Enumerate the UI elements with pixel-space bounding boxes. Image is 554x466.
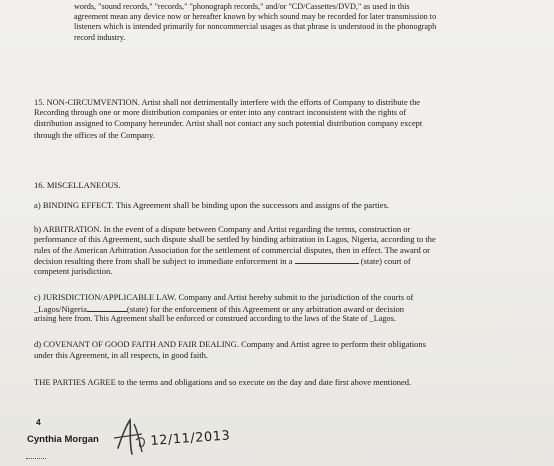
top-paragraph-line-4: record industry. xyxy=(74,33,126,42)
section-15-line-3: distribution assigned to Company hereunder. Artist shall not contact any such potential distribution company except xyxy=(34,119,423,128)
top-paragraph-line-1: words, "sound records," "records," "phonograph records," and/or "CD/Cassettes/DVD," as used in this xyxy=(74,2,410,11)
page-number: 4 xyxy=(36,417,41,427)
arbitration-line-4-text: decision resulting there from shall be subject to immediate enforcement in a xyxy=(34,256,293,266)
jurisdiction-state-name: _Lagos. xyxy=(369,314,396,323)
signature-date: 12/11/2013 xyxy=(150,428,231,449)
section-15-line-1-text: Artist shall not detrimentally interfere with the efforts of Company to distribute the xyxy=(141,98,420,107)
section-15-line-1 xyxy=(34,98,420,108)
section-15-line-2: Recording through one or more distribution companies or enter into any contract inconsistent with the rights of xyxy=(34,108,407,117)
section-15-line-4: through the offices of the Company. xyxy=(34,131,155,140)
parties-agree-statement: THE PARTIES AGREE to the terms and obligations and so execute on the day and date first above mentioned. xyxy=(34,377,412,387)
binding-effect-clause: a) BINDING EFFECT. This Agreement shall be binding upon the successors and assigns of the parties. xyxy=(34,200,390,210)
top-paragraph-line-2: agreement mean any device now or hereafter known by which sound may be recorded for later transmission to xyxy=(74,12,437,21)
jurisdiction-state-fill: _Lagos/Nigeria xyxy=(34,304,87,314)
arbitration-line-5: competent jurisdiction. xyxy=(34,266,113,276)
section-15-heading: 15. NON-CIRCUMVENTION. xyxy=(34,98,140,107)
arbitration-line-4-state: (state) court of xyxy=(360,256,411,266)
jurisdiction-line-1: c) JURISDICTION/APPLICABLE LAW. Company and Artist hereby submit to the jurisdiction of the courts of xyxy=(34,292,414,302)
arbitration-line-3: rules of the American Arbitration Association for the settlement of commercial disputes, then in effect. The award or xyxy=(34,245,430,255)
jurisdiction-state-blank xyxy=(87,303,127,312)
good-faith-line-2: under this Agreement, in all respects, in good faith. xyxy=(34,350,208,360)
jurisdiction-line-3 xyxy=(34,314,396,324)
top-paragraph-line-3: listeners which is intended primarily for noncommercial usages as that phrase is understood in the phonograph xyxy=(74,22,437,31)
arbitration-line-2: performance of this Agreement, such dispute shall be settled by binding arbitration in Lagos, Nigeria, according to the xyxy=(34,234,436,244)
arbitration-line-1: b) ARBITRATION. In the event of a dispute between Company and Artist regarding the terms, construction or xyxy=(34,224,411,234)
arbitration-line-4 xyxy=(34,255,411,266)
jurisdiction-line-2 xyxy=(34,303,404,314)
section-16-heading: 16. MISCELLANEOUS. xyxy=(34,180,121,190)
jurisdiction-line-3-text: arising here from. This Agreement shall be enforced or construed according to the laws of the State of xyxy=(34,314,368,323)
state-court-blank xyxy=(295,255,359,264)
signature-line xyxy=(26,458,46,459)
signer-name: Cynthia Morgan xyxy=(27,434,99,445)
good-faith-line-1: d) COVENANT OF GOOD FAITH AND FAIR DEALING. Company and Artist agree to perform their obligations xyxy=(34,339,426,349)
jurisdiction-line-2-text: (state) for the enforcement of this Agreement or any arbitration award or decision xyxy=(126,304,404,314)
